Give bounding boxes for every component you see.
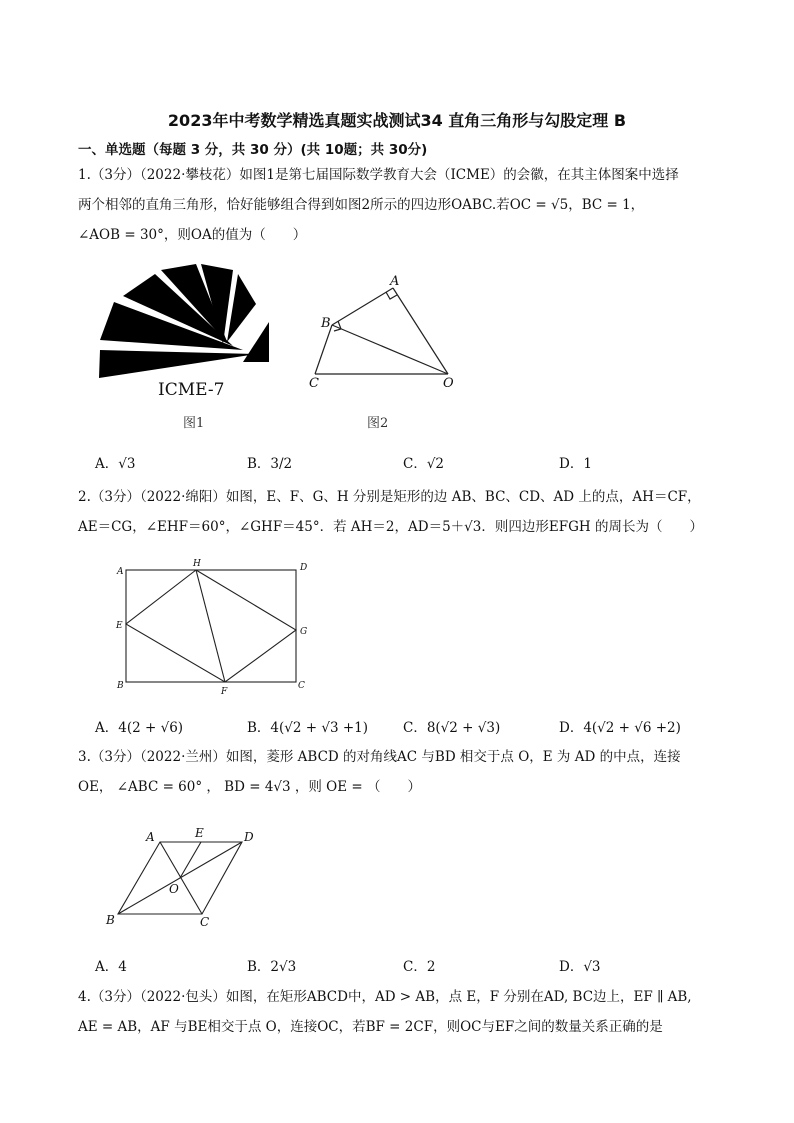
q1-option-b[interactable]: B．3/2: [247, 456, 293, 472]
question-3-options: [95, 955, 695, 977]
label-e: E: [116, 621, 123, 631]
question-1-line-1: 1.（3分）（2022·攀枝花）如图1是第七届国际数学教育大会（ICME）的会徽，在其主体图案中选择: [78, 167, 679, 183]
figure-rectangle-efgh: [110, 558, 315, 698]
label-h: H: [193, 559, 201, 569]
question-3: [78, 742, 718, 802]
question-2: [78, 482, 718, 542]
question-4: [78, 982, 718, 1042]
question-4-line-1: 4.（3分）（2022·包头）如图，在矩形ABCD中，AD > AB，点 E，F 分别在AD, BC边上，EF ∥ AB,: [78, 989, 692, 1005]
label-d: D: [244, 830, 254, 844]
section-heading: 一、单选题（每题 3 分，共 30 分）(共 10题；共 30分): [78, 142, 428, 158]
label-a: A: [146, 830, 155, 844]
question-4-line-2: AE = AB，AF 与BE相交于点 O，连接OC，若BF = 2CF，则OC与EF之间的数量关系正确的是: [78, 1019, 663, 1035]
label-a: A: [117, 567, 124, 577]
figure-2-caption: 图2: [367, 416, 389, 431]
label-b: B: [106, 913, 115, 927]
segment-bc: [315, 325, 332, 374]
q1-option-c[interactable]: C．√2: [403, 456, 445, 472]
q2-option-d[interactable]: D．4(√2 + √6 +2): [559, 720, 681, 736]
question-1: [78, 160, 718, 250]
figure-1-caption: 图1: [183, 416, 205, 431]
q1-option-a[interactable]: A．√3: [95, 456, 136, 472]
question-3-line-2: OE， ∠ABC = 60° ， BD = 4√3 ，则 OE = （ ）: [78, 779, 421, 795]
question-1-line-2: 两个相邻的直角三角形，恰好能够组合得到如图2所示的四边形OABC.若OC = √5，BC = 1，: [78, 197, 645, 213]
label-f: F: [221, 687, 228, 697]
icme-logo-figure: [95, 262, 275, 382]
logo-text: ICME-7: [158, 380, 225, 400]
segment-ba: [332, 288, 393, 325]
q3-option-c[interactable]: C．2: [403, 959, 436, 975]
logo-triangle-6: [227, 274, 256, 342]
label-o: O: [443, 376, 454, 391]
label-e: E: [195, 826, 204, 840]
page-title: 2023年中考数学精选真题实战测试34 直角三角形与勾股定理 B: [167, 111, 627, 130]
logo-triangle-1: [99, 350, 257, 378]
label-b: B: [321, 316, 331, 331]
question-2-options: [95, 716, 695, 738]
question-2-line-1: 2.（3分）（2022·绵阳）如图，E、F、G、H 分别是矩形的边 AB、BC、CD、AD 上的点，AH＝CF，: [78, 489, 701, 505]
label-c: C: [298, 681, 305, 691]
question-2-line-2: AE＝CG，∠EHF＝60°，∠GHF＝45°．若 AH＝2，AD＝5＋√3．则四边形EFGH 的周长为（ ）: [78, 519, 703, 535]
figure-2-quadrilateral: [300, 270, 470, 395]
segment-hf: [196, 570, 225, 682]
label-d: D: [300, 563, 308, 573]
question-1-options: [95, 452, 695, 474]
q3-option-d[interactable]: D．√3: [559, 959, 601, 975]
q3-option-a[interactable]: A．4: [95, 959, 127, 975]
q2-option-b[interactable]: B．4(√2 + √3 +1): [247, 720, 369, 736]
logo-triangle-7: [243, 322, 269, 362]
right-angle-mark-a: [386, 292, 397, 299]
label-c: C: [200, 915, 210, 929]
question-1-line-3: ∠AOB = 30°，则OA的值为（ ）: [78, 227, 307, 243]
q3-option-b[interactable]: B．2√3: [247, 959, 297, 975]
label-c: C: [309, 376, 319, 391]
q2-option-a[interactable]: A．4(2 + √6): [95, 720, 184, 736]
q1-option-d[interactable]: D．1: [559, 456, 592, 472]
label-b: B: [117, 681, 124, 691]
q2-option-c[interactable]: C．8(√2 + √3): [403, 720, 501, 736]
label-g: G: [300, 627, 308, 637]
segment-oe: [180, 842, 201, 878]
label-a: A: [390, 274, 400, 289]
segment-bo: [332, 325, 448, 374]
question-3-line-1: 3.（3分）（2022·兰州）如图，菱形 ABCD 的对角线AC 与BD 相交于点 O，E 为 AD 的中点，连接: [78, 749, 681, 765]
segment-ao: [393, 288, 448, 374]
figure-rhombus-abcd: [100, 822, 265, 932]
label-o: O: [169, 882, 179, 896]
